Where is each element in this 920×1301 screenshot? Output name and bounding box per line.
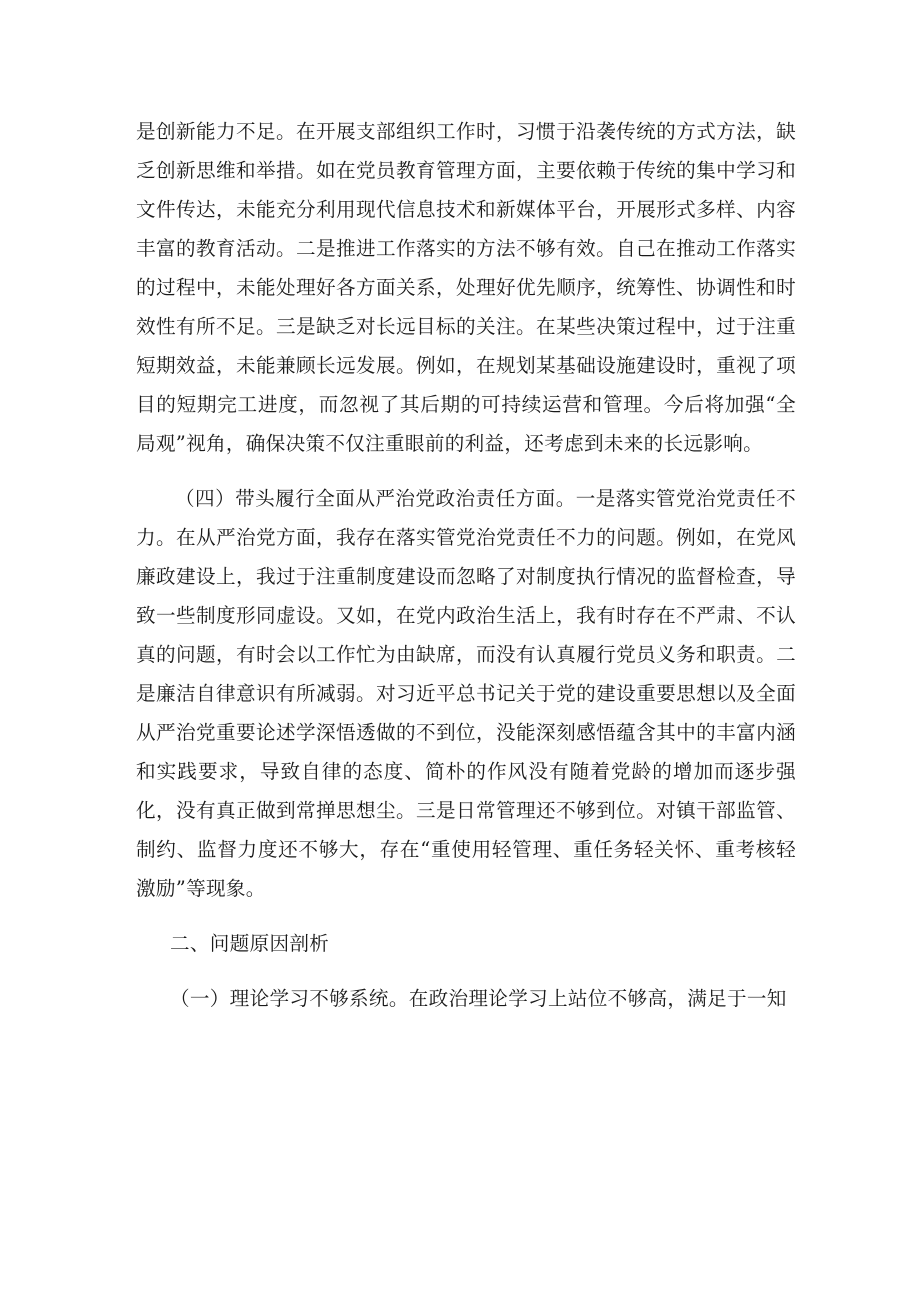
section-heading: 二、问题原因剖析 [170,932,330,955]
document-body [136,112,796,1018]
paragraph-continuation: 是创新能力不足。在开展支部组织工作时，习惯于沿袭传统的方式方法，缺乏创新思维和举措。如在党员教育管理方面，主要依赖于传统的集中学习和文件传达，未能充分利用现代信息技术和新媒体平台，开展形式多样、内容丰富的教育活动。二是推进工作落实的方法不够有效。自己在推动工作落实的过程中，未能处理好各方面关系，处理好优先顺序，统筹性、协调性和时效性有所不足。三是缺乏对长远目标的关注。在某些决策过程中，过于注重短期效益，未能兼顾长远发展。例如，在规划某基础设施建设时，重视了项目的短期完工进度，而忽视了其后期的可持续运营和管理。今后将加强“全局观”视角，确保决策不仅注重眼前的利益，还考虑到未来的长远影响。 [136,120,796,455]
paragraph-subsection-one: （一）理论学习不够系统。在政治理论学习上站位不够高，满足于一知 [170,987,787,1010]
paragraph-section-four: （四）带头履行全面从严治党政治责任方面。一是落实管党治党责任不力。在从严治党方面，我存在落实管党治党责任不力的问题。例如，在党风廉政建设上，我过于注重制度建设而忽略了对制度执行情况的监督检查，导致一些制度形同虚设。又如，在党内政治生活上，我有时存在不严肃、不认真的问题，有时会以工作忙为由缺席，而没有认真履行党员义务和职责。二是廉洁自律意识有所减弱。对习近平总书记关于党的建设重要思想以及全面从严治党重要论述学深悟透做的不到位，没能深刻感悟蕴含其中的丰富内涵和实践要求，导致自律的态度、简朴的作风没有随着党龄的增加而逐步强化，没有真正做到常掸思想尘。三是日常管理还不够到位。对镇干部监管、制约、监督力度还不够大，存在“重使用轻管理、重任务轻关怀、重考核轻激励”等现象。 [136,487,796,900]
paragraph-gap [136,463,796,479]
paragraph-gap [136,963,796,979]
paragraph-gap [136,908,796,924]
